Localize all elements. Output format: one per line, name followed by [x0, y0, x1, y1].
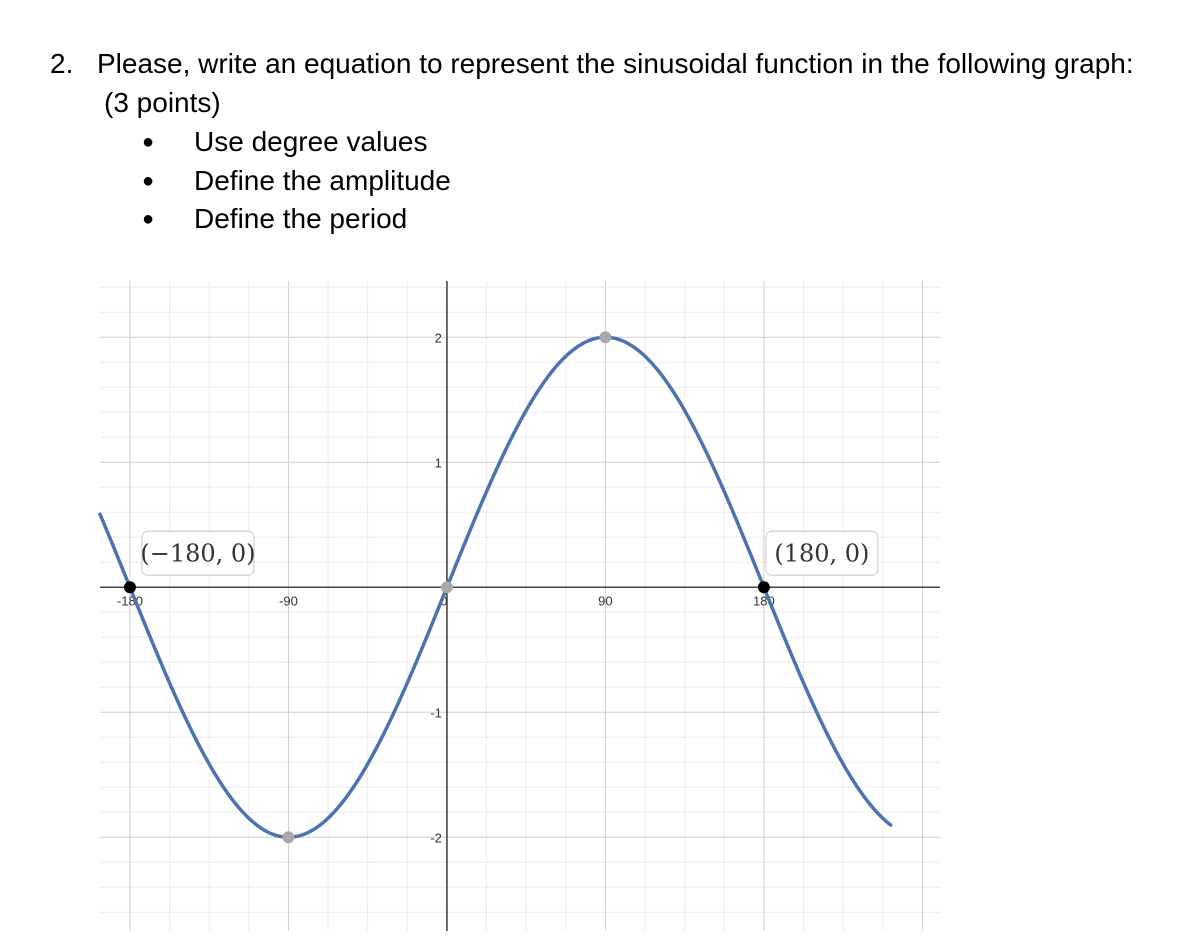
bullet-icon: ●: [142, 208, 155, 230]
data-point: [282, 831, 294, 843]
minor-grid: [100, 281, 940, 931]
data-point: [599, 331, 611, 343]
question-points: (3 points): [104, 87, 221, 118]
y-tick-label: 2: [434, 330, 442, 346]
x-tick-label: 90: [598, 593, 613, 609]
y-tick-label: -1: [430, 705, 442, 721]
bullet-icon: ●: [142, 131, 155, 153]
y-tick-label: 1: [434, 455, 442, 471]
x-tick-label: 0: [440, 593, 448, 609]
data-point: [441, 581, 453, 593]
axes: [100, 281, 940, 931]
question-number: 2.: [50, 48, 74, 79]
point-annotations: [140, 531, 878, 575]
point-label: (−180, 0): [140, 539, 256, 568]
bullet-icon: ●: [142, 170, 155, 192]
major-grid: [100, 281, 940, 931]
x-tick-label: -180: [116, 593, 143, 609]
data-point: [124, 581, 136, 593]
y-tick-label: -2: [430, 830, 442, 846]
point-label: (180, 0): [774, 539, 870, 568]
bullet-item: Define the amplitude: [194, 165, 451, 196]
x-tick-label: 180: [753, 593, 775, 609]
bullet-item: Use degree values: [194, 126, 428, 157]
x-tick-label: -90: [279, 593, 298, 609]
data-point: [758, 581, 770, 593]
bullet-item: Define the period: [194, 203, 408, 234]
question-text: Please, write an equation to represent the sinusoidal function in the following graph:: [97, 48, 1134, 79]
